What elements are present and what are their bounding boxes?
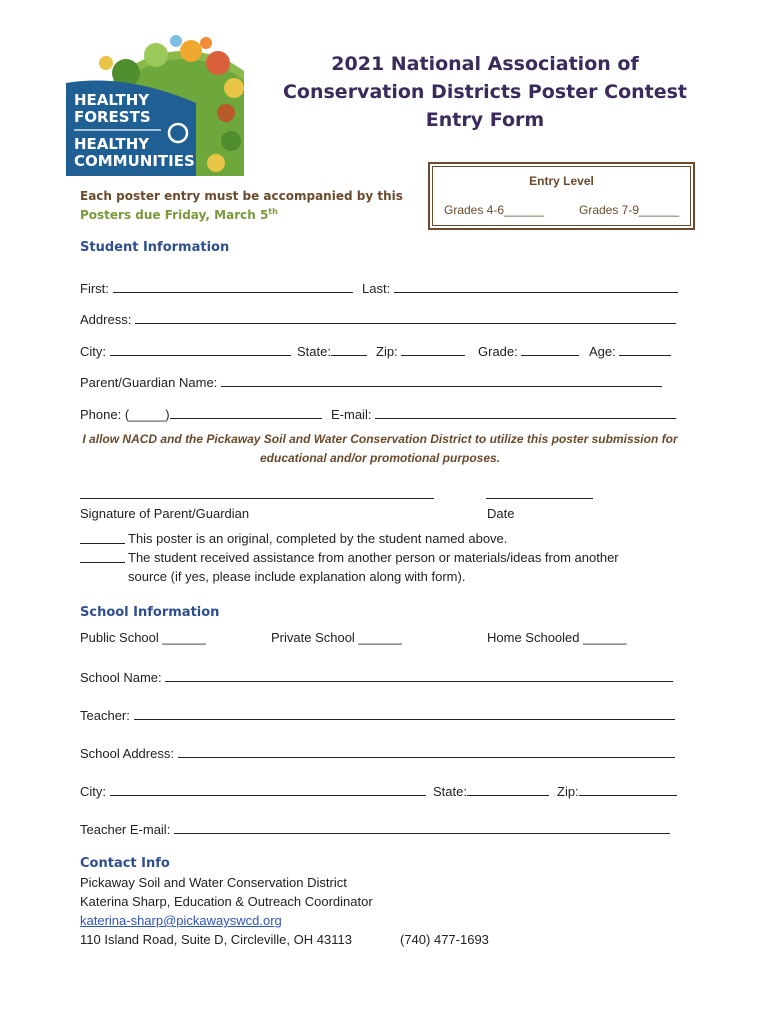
- first-name-field[interactable]: [113, 279, 353, 293]
- parent-signature-label: Signature of Parent/Guardian: [80, 506, 250, 521]
- age-field[interactable]: [619, 342, 671, 356]
- original-statement: This poster is an original, completed by the student named above.: [128, 531, 508, 546]
- logo-text-3: HEALTHY: [74, 135, 150, 153]
- school-zip-label: Zip:: [557, 784, 579, 799]
- due-date-text: Posters due Friday, March 5: [80, 208, 269, 222]
- school-state-label: State:: [433, 784, 467, 799]
- teacher-field[interactable]: [134, 706, 675, 720]
- public-school-option[interactable]: Public School ______: [80, 630, 206, 645]
- school-city-label: City:: [80, 784, 106, 799]
- phone-label[interactable]: Phone: (_____): [80, 407, 170, 422]
- school-city-row: [80, 782, 426, 799]
- grade-field[interactable]: [521, 342, 579, 356]
- school-zip-field[interactable]: [579, 782, 677, 796]
- contact-address: 110 Island Road, Suite D, Circleville, OH 43113: [80, 932, 352, 947]
- address-field[interactable]: [135, 310, 676, 324]
- teacher-email-row: [80, 820, 670, 837]
- logo-text-2: FORESTS: [74, 108, 151, 126]
- age-label: Age:: [589, 344, 616, 359]
- teacher-email-field[interactable]: [174, 820, 670, 834]
- email-row: [331, 405, 676, 422]
- healthy-forests-logo: [66, 33, 244, 176]
- signature-date-line[interactable]: [486, 498, 593, 499]
- school-name-field[interactable]: [165, 668, 673, 682]
- school-name-row: [80, 668, 673, 685]
- school-name-label: School Name:: [80, 670, 162, 685]
- due-date-notice: [80, 207, 278, 222]
- parent-label: Parent/Guardian Name:: [80, 375, 218, 390]
- city-field[interactable]: [110, 342, 291, 356]
- last-name-field[interactable]: [394, 279, 678, 293]
- contact-phone: (740) 477-1693: [400, 932, 489, 947]
- grade-label: Grade:: [478, 344, 518, 359]
- phone-row: [80, 405, 322, 422]
- zip-row: [376, 342, 465, 359]
- entry-level-label: Entry Level: [529, 174, 594, 188]
- first-label: First:: [80, 281, 109, 296]
- title-line-3: Entry Form: [425, 109, 545, 131]
- contact-email-text[interactable]: katerina-sharp@pickawayswcd.org: [80, 913, 282, 928]
- logo-text-4: COMMUNITIES: [74, 152, 195, 170]
- form-title: [270, 50, 700, 134]
- address-label: Address:: [80, 312, 132, 327]
- contact-info-heading: Contact Info: [80, 856, 170, 871]
- last-label: Last:: [362, 281, 391, 296]
- grades-7-9-field[interactable]: Grades 7-9______: [579, 203, 680, 217]
- state-label: State:: [297, 344, 331, 359]
- school-address-label: School Address:: [80, 746, 174, 761]
- original-check-line[interactable]: [80, 543, 125, 544]
- logo-text-1: HEALTHY: [74, 91, 150, 109]
- parent-signature-line[interactable]: [80, 498, 434, 499]
- assistance-statement-1: The student received assistance from another person or materials/ideas from another: [128, 550, 619, 565]
- student-info-heading: Student Information: [80, 240, 230, 255]
- state-field[interactable]: [331, 342, 367, 356]
- teacher-row: [80, 706, 675, 723]
- title-line-1: 2021 National Association of: [331, 53, 639, 75]
- signature-date-label: Date: [487, 506, 515, 521]
- state-row: [297, 342, 367, 359]
- first-name-row: [80, 279, 353, 296]
- email-field[interactable]: [375, 405, 676, 419]
- address-row: [80, 310, 676, 327]
- zip-field[interactable]: [401, 342, 465, 356]
- permission-statement: I allow NACD and the Pickaway Soil and Water Conservation District to utilize this poster submission for educational and/or promotional purposes.: [82, 432, 678, 465]
- accompany-notice: Each poster entry must be accompanied by this: [80, 189, 403, 203]
- city-row: [80, 342, 291, 359]
- teacher-email-label: Teacher E-mail:: [80, 822, 171, 837]
- parent-row: [80, 373, 662, 390]
- contact-person: Katerina Sharp, Education & Outreach Coordinator: [80, 894, 373, 909]
- grade-row: [478, 342, 579, 359]
- phone-field[interactable]: [170, 405, 322, 419]
- teacher-label: Teacher:: [80, 708, 130, 723]
- home-schooled-option[interactable]: Home Schooled ______: [487, 630, 627, 645]
- contact-org: Pickaway Soil and Water Conservation District: [80, 875, 347, 890]
- age-row: [589, 342, 671, 359]
- zip-label: Zip:: [376, 344, 398, 359]
- school-state-row: [433, 782, 549, 799]
- last-name-row: [362, 279, 678, 296]
- email-label: E-mail:: [331, 407, 372, 422]
- title-line-2: Conservation Districts Poster Contest: [282, 81, 688, 103]
- parent-name-field[interactable]: [221, 373, 662, 387]
- private-school-option[interactable]: Private School ______: [271, 630, 402, 645]
- school-city-field[interactable]: [110, 782, 426, 796]
- school-address-field[interactable]: [178, 744, 675, 758]
- school-state-field[interactable]: [467, 782, 549, 796]
- school-zip-row: [557, 782, 677, 799]
- assistance-statement-2: source (if yes, please include explanation along with form).: [128, 569, 466, 584]
- entry-level-box: [428, 162, 695, 230]
- city-label: City:: [80, 344, 106, 359]
- contact-email-link[interactable]: [80, 913, 282, 928]
- school-address-row: [80, 744, 675, 761]
- due-date-suffix: th: [268, 207, 278, 216]
- assistance-check-line[interactable]: [80, 562, 125, 563]
- grades-4-6-field[interactable]: Grades 4-6______: [444, 203, 545, 217]
- school-info-heading: School Information: [80, 605, 220, 620]
